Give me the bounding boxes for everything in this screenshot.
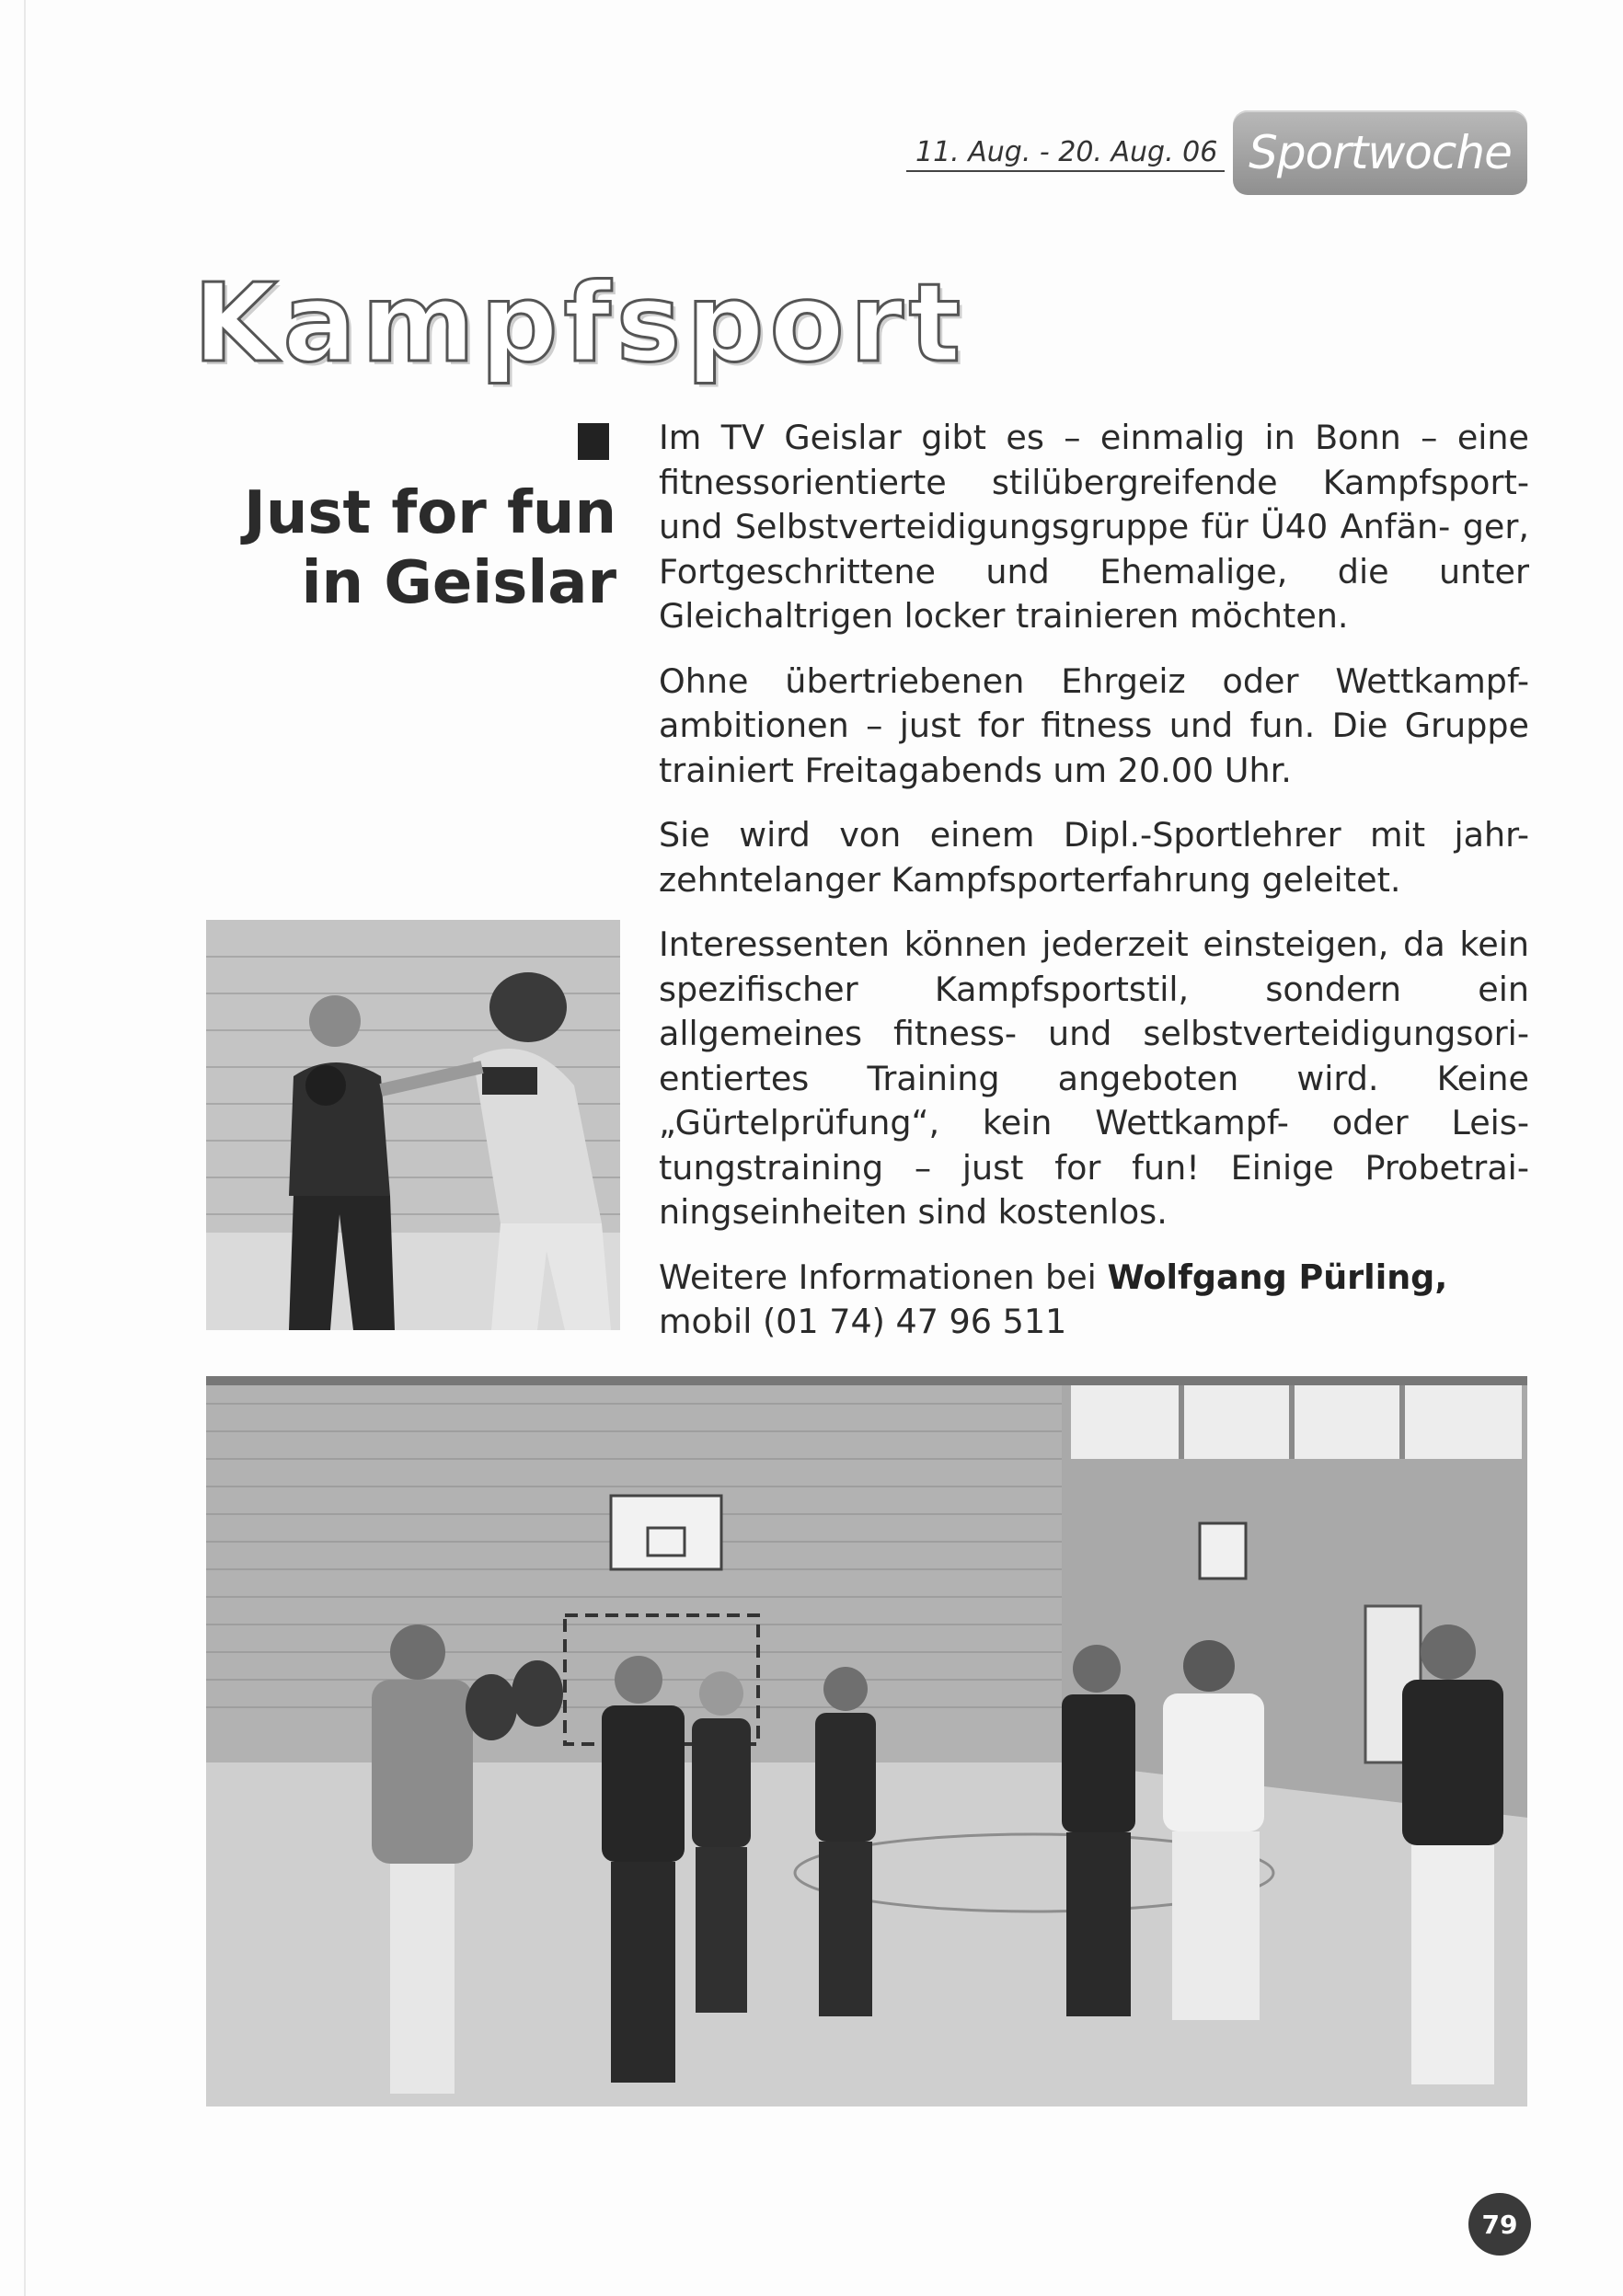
article-paragraph: Interessenten können jederzeit einsteigen, da kein spezifischer Kampfsportstil, sondern ein allgemeines fitness- und selbstverteidigungsori- entiertes Training angeboten wird. Keine „Gürtelprüfung“, kein Wettkampf- oder Leis- tungstraining – just for fun! Einige Probetrai- ningseinheiten sind kostenlos. <box>659 924 1529 1232</box>
contact-paragraph <box>659 1256 1529 1345</box>
article-subtitle <box>184 478 616 618</box>
gym-group-photo-drawing <box>206 1376 1527 2107</box>
page-title: Kampfsport <box>193 259 967 386</box>
article-paragraph: Sie wird von einem Dipl.-Sportlehrer mit jahr- zehntelanger Kampfsporterfahrung geleitet. <box>659 815 1529 900</box>
article-body <box>659 416 1529 1365</box>
subtitle-line-1: Just for fun <box>244 479 616 547</box>
gym-group-photo <box>206 1376 1527 2107</box>
page-number: 79 <box>1468 2193 1531 2256</box>
sparring-photo-drawing <box>206 920 620 1330</box>
contact-prefix: Weitere Informationen bei <box>659 1257 1097 1297</box>
header-date-range: 11. Aug. - 20. Aug. 06 <box>906 136 1225 172</box>
contact-name: Wolfgang Pürling, <box>1107 1257 1448 1297</box>
section-badge: Sportwoche <box>1233 110 1527 195</box>
subtitle-line-2: in Geislar <box>301 549 616 617</box>
contact-phone: mobil (01 74) 47 96 511 <box>659 1302 1067 1341</box>
sparring-photo <box>206 920 620 1330</box>
page-binding-edge <box>24 0 26 2296</box>
square-bullet-icon <box>578 423 609 460</box>
article-paragraph: Ohne übertriebenen Ehrgeiz oder Wettkampf- ambitionen – just for fitness und fun. Die Gruppe trainiert Freitagabends um 20.00 Uhr. <box>659 660 1529 790</box>
article-paragraph: Im TV Geislar gibt es – einmalig in Bonn – eine fitnessorientierte stilübergreifende Kampfsport- und Selbstverteidigungsgruppe für Ü40 Anfän- ger, Fortgeschrittene und Ehemalige, die unter Gleichaltrigen locker trainieren möchten. <box>659 418 1529 636</box>
